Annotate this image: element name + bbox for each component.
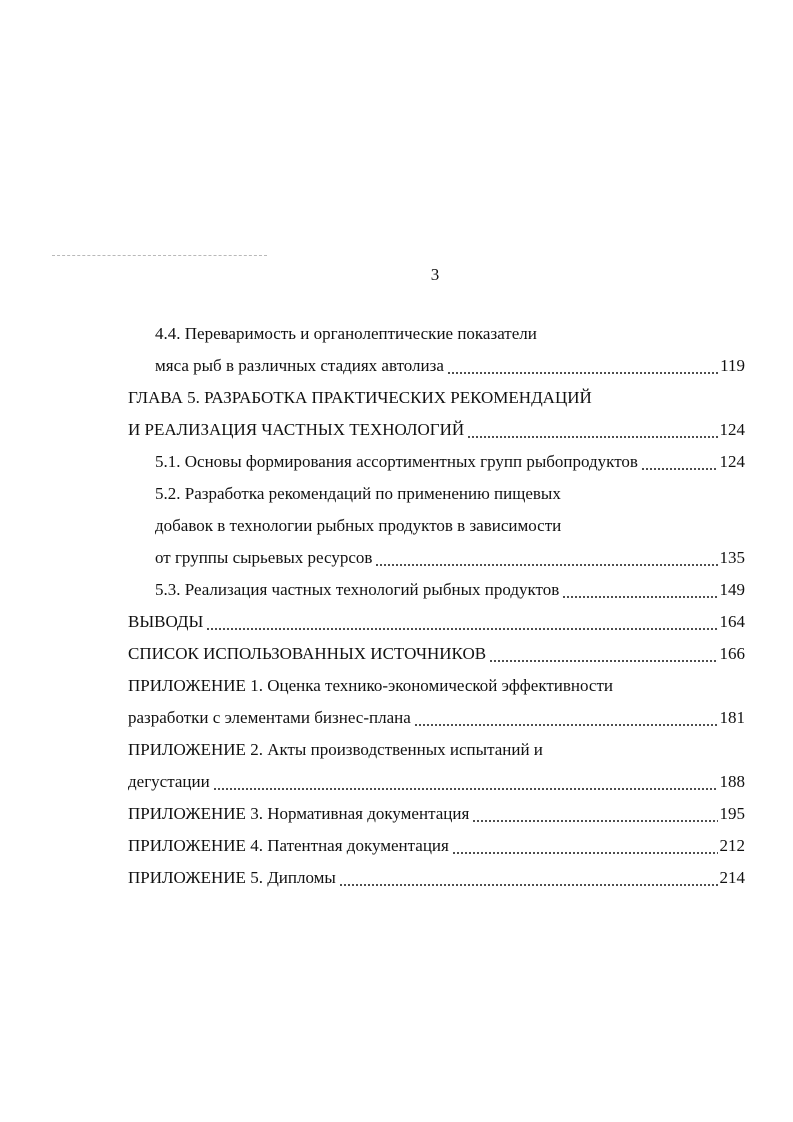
toc-page-number: 135 [719, 548, 745, 567]
dot-leader [641, 468, 718, 470]
toc-entry-text: 5.1. Основы формирования ассортиментных групп рыбопродуктов [155, 452, 638, 471]
dot-leader [375, 564, 717, 566]
dot-leader [489, 660, 717, 662]
toc-entry-text: ПРИЛОЖЕНИЕ 2. Акты производственных испытаний и [128, 740, 543, 759]
toc-entry-4-4-line2 [0, 350, 745, 382]
toc-entry-5-2-line1 [0, 478, 793, 510]
toc-entry-appendix-2-line1 [0, 734, 793, 766]
dot-leader [467, 436, 717, 438]
toc-page-number: 164 [719, 612, 745, 631]
toc-entry-references [0, 638, 745, 670]
toc-entry-5-1 [0, 446, 745, 478]
dot-leader [339, 884, 718, 886]
dot-leader [452, 852, 718, 854]
toc-entry-text: 5.3. Реализация частных технологий рыбных продуктов [155, 580, 560, 599]
toc-entry-text: И РЕАЛИЗАЦИЯ ЧАСТНЫХ ТЕХНОЛОГИЙ [128, 420, 465, 439]
toc-page-number: 214 [719, 868, 745, 887]
toc-entry-5-3 [0, 574, 745, 606]
toc-entry-text: ПРИЛОЖЕНИЕ 5. Дипломы [128, 868, 336, 887]
toc-page-number: 149 [719, 580, 745, 599]
toc-page-number: 195 [719, 804, 745, 823]
toc-page-number: 166 [719, 644, 745, 663]
table-of-contents [0, 318, 793, 894]
toc-entry-text: дегустации [128, 772, 210, 791]
toc-entry-appendix-1-line2 [0, 702, 745, 734]
toc-entry-4-4-line1 [0, 318, 793, 350]
dot-leader [447, 372, 718, 374]
toc-entry-5-2-line3 [0, 542, 745, 574]
toc-entry-5-2-line2 [0, 510, 793, 542]
toc-entry-appendix-4 [0, 830, 745, 862]
toc-entry-appendix-3 [0, 798, 745, 830]
toc-entry-text: ПРИЛОЖЕНИЕ 1. Оценка технико-экономической эффективности [128, 676, 613, 695]
toc-page-number: 212 [719, 836, 745, 855]
toc-entry-appendix-5 [0, 862, 745, 894]
toc-entry-appendix-1-line1 [0, 670, 793, 702]
toc-entry-text: СПИСОК ИСПОЛЬЗОВАННЫХ ИСТОЧНИКОВ [128, 644, 487, 663]
toc-entry-conclusions [0, 606, 745, 638]
toc-page-number: 181 [719, 708, 745, 727]
page-number: 3 [430, 265, 440, 284]
toc-entry-text: 4.4. Переваримость и органолептические показатели [155, 324, 537, 343]
toc-entry-text: добавок в технологии рыбных продуктов в зависимости [155, 516, 562, 535]
toc-entry-text: разработки с элементами бизнес-плана [128, 708, 411, 727]
toc-page-number: 124 [719, 420, 745, 439]
toc-page-number: 124 [719, 452, 745, 471]
toc-entry-text: ГЛАВА 5. РАЗРАБОТКА ПРАКТИЧЕСКИХ РЕКОМЕНДАЦИЙ [128, 388, 592, 407]
scan-artifact-line [52, 255, 267, 256]
dot-leader [206, 628, 717, 630]
toc-entry-text: ПРИЛОЖЕНИЕ 4. Патентная документация [128, 836, 449, 855]
dot-leader [414, 724, 718, 726]
toc-entry-appendix-2-line2 [0, 766, 745, 798]
toc-entry-text: 5.2. Разработка рекомендаций по применению пищевых [155, 484, 561, 503]
toc-entry-text: ВЫВОДЫ [128, 612, 204, 631]
toc-entry-chapter-5-line2 [0, 414, 745, 446]
toc-entry-text: мяса рыб в различных стадиях автолиза [155, 356, 444, 375]
toc-page-number: 188 [719, 772, 745, 791]
dot-leader [562, 596, 717, 598]
toc-entry-text: ПРИЛОЖЕНИЕ 3. Нормативная документация [128, 804, 470, 823]
dot-leader [472, 820, 717, 822]
toc-entry-chapter-5-line1 [0, 382, 793, 414]
toc-page-number: 119 [720, 356, 745, 375]
toc-entry-text: от группы сырьевых ресурсов [155, 548, 373, 567]
dot-leader [213, 788, 718, 790]
